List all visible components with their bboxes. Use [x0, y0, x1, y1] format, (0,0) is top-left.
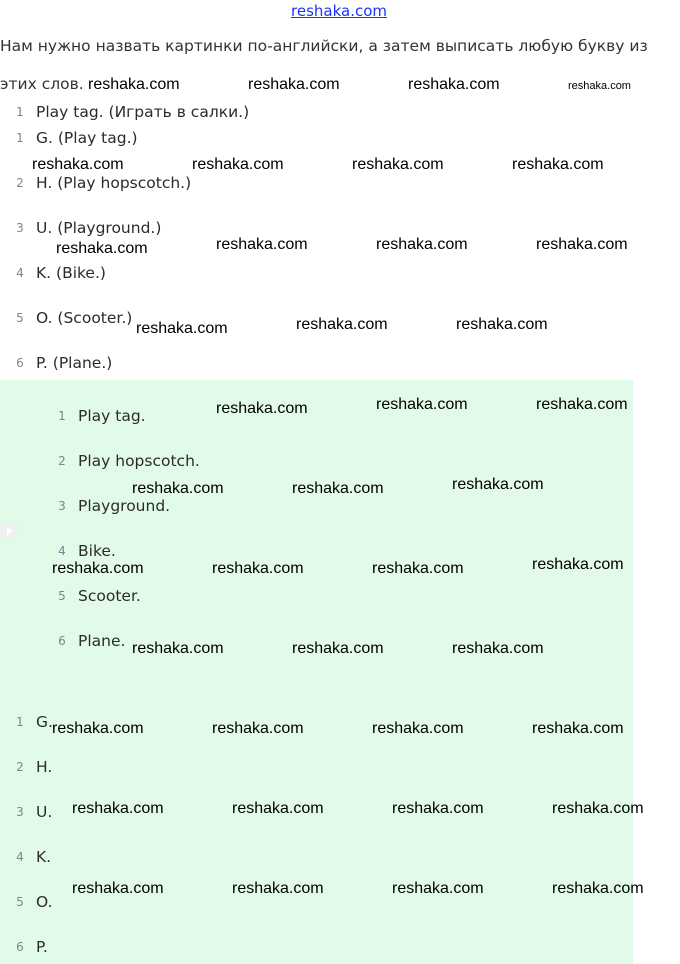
watermark: reshaka.com [292, 480, 384, 497]
watermark: reshaka.com [392, 800, 484, 817]
watermark: reshaka.com [296, 316, 388, 333]
watermark: reshaka.com [452, 640, 544, 657]
watermark: reshaka.com [232, 800, 324, 817]
item-text: G. (Play tag.) [36, 129, 138, 147]
watermark: reshaka.com [552, 880, 644, 897]
watermark: reshaka.com [376, 236, 468, 253]
item-text: U. (Playground.) [36, 219, 162, 237]
item-text: Plane. [78, 632, 126, 650]
watermark: reshaka.com [216, 236, 308, 253]
item-text: O. [36, 893, 53, 911]
watermark: reshaka.com [292, 640, 384, 657]
watermark: reshaka.com [392, 880, 484, 897]
item-text: H. (Play hopscotch.) [36, 174, 192, 192]
watermark: reshaka.com [72, 880, 164, 897]
item-number: 6 [16, 356, 24, 370]
item-number: 5 [16, 895, 24, 909]
item-number: 5 [16, 311, 24, 325]
watermark: reshaka.com [352, 156, 444, 173]
item-number: 6 [16, 940, 24, 954]
item-number: 6 [58, 634, 66, 648]
item-text: G. [36, 713, 53, 731]
watermark: reshaka.com [56, 240, 148, 257]
item-text: Play hopscotch. [78, 452, 200, 470]
watermark: reshaka.com [552, 800, 644, 817]
item-number: 3 [16, 805, 24, 819]
item-number: 1 [16, 105, 24, 119]
item-number: 1 [16, 131, 24, 145]
watermark: reshaka.com [408, 76, 500, 93]
item-number: 2 [16, 176, 24, 190]
item-number: 1 [16, 715, 24, 729]
item-number: 4 [16, 266, 24, 280]
item-text: K. [36, 848, 52, 866]
watermark: reshaka.com [512, 156, 604, 173]
watermark: reshaka.com [372, 720, 464, 737]
watermark: reshaka.com [452, 476, 544, 493]
watermark: reshaka.com [536, 236, 628, 253]
item-text: Play tag. (Играть в салки.) [36, 103, 250, 121]
item-number: 2 [58, 454, 66, 468]
item-text: Bike. [78, 542, 116, 560]
watermark: reshaka.com [216, 400, 308, 417]
watermark: reshaka.com [248, 76, 340, 93]
watermark: reshaka.com [532, 720, 624, 737]
watermark: reshaka.com [132, 640, 224, 657]
watermark: reshaka.com [568, 80, 631, 92]
item-text: K. (Bike.) [36, 264, 106, 282]
play-icon[interactable] [0, 522, 18, 540]
watermark: reshaka.com [32, 156, 124, 173]
item-text: H. [36, 758, 53, 776]
item-number: 1 [58, 409, 66, 423]
watermark: reshaka.com [532, 556, 624, 573]
item-number: 2 [16, 760, 24, 774]
watermark: reshaka.com [72, 800, 164, 817]
item-text: O. (Scooter.) [36, 309, 133, 327]
item-number: 5 [58, 589, 66, 603]
item-text: U. [36, 803, 53, 821]
item-text: Play tag. [78, 407, 146, 425]
watermark: reshaka.com [136, 320, 228, 337]
watermark: reshaka.com [212, 560, 304, 577]
watermark: reshaka.com [52, 560, 144, 577]
item-number: 4 [58, 544, 66, 558]
watermark: reshaka.com [52, 720, 144, 737]
watermark: reshaka.com [192, 156, 284, 173]
item-number: 3 [58, 499, 66, 513]
watermark: reshaka.com [456, 316, 548, 333]
watermark: reshaka.com [88, 76, 180, 93]
item-text: Playground. [78, 497, 171, 515]
watermark: reshaka.com [132, 480, 224, 497]
item-number: 4 [16, 850, 24, 864]
item-text: P. (Plane.) [36, 354, 113, 372]
watermark: reshaka.com [232, 880, 324, 897]
watermark: reshaka.com [536, 396, 628, 413]
item-text: Scooter. [78, 587, 141, 605]
watermark: reshaka.com [212, 720, 304, 737]
watermark: reshaka.com [376, 396, 468, 413]
intro-paragraph: Нам нужно назвать картинки по-английски, а затем выписать любую букву из этих слов. [0, 37, 648, 93]
item-text: P. [36, 938, 48, 956]
watermark: reshaka.com [372, 560, 464, 577]
site-link[interactable]: reshaka.com [291, 2, 387, 20]
item-number: 3 [16, 221, 24, 235]
